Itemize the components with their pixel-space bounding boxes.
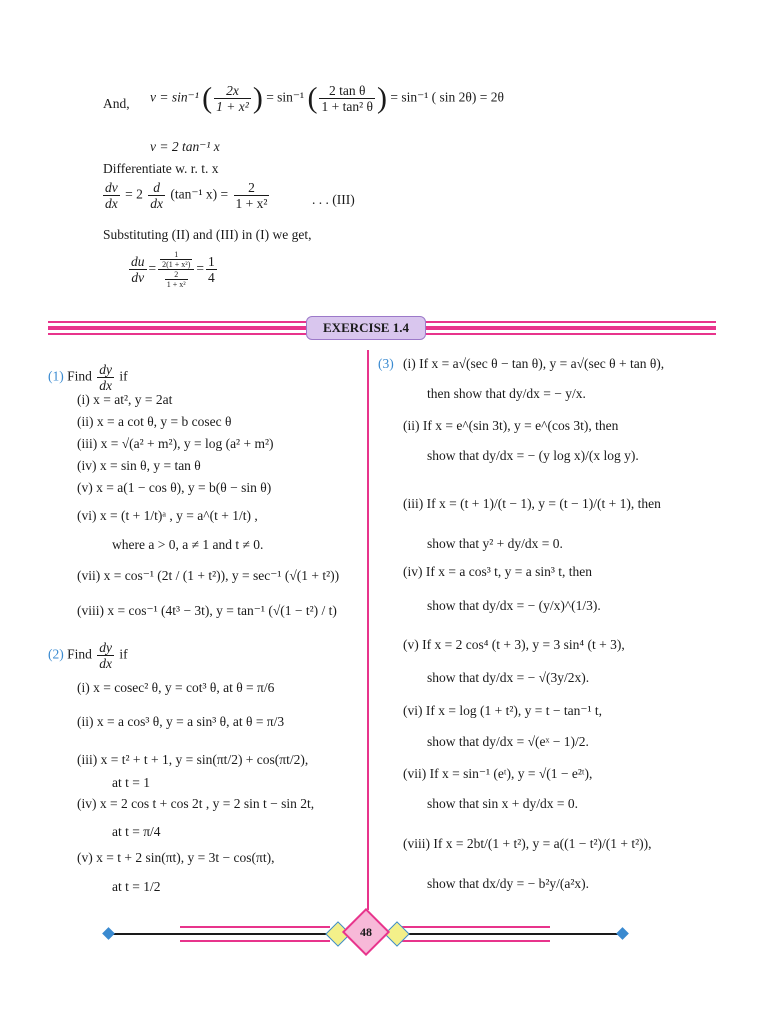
footer-pink-rule-right-top [400,926,550,928]
fraction-num: 1 [208,254,215,269]
q1-item: (v) x = a(1 − cos θ), y = b(θ − sin θ) [77,480,272,495]
fraction [165,270,188,289]
exercise-title: EXERCISE 1.4 [306,316,426,340]
diamond-icon [102,927,115,940]
fraction-den: 2(1 + x²) [162,260,191,269]
q1-item: (vii) x = cos⁻¹ (2t / (1 + t²)), y = sec⁻¹ (√(1 + t²)) [77,568,340,583]
footer-pink-rule-left-top [180,926,330,928]
q1-item: (i) x = at², y = 2at [77,392,173,407]
q3-item: (iv) If x = a cos³ t, y = a sin³ t, then [403,564,593,579]
fraction-num: 2x [226,83,239,98]
q1-item: (vi) x = (t + 1/t)ᵃ , y = a^(t + 1/t) , [77,508,258,523]
q2-item: (ii) x = a cos³ θ, y = a sin³ θ, at θ = π/3 [77,714,285,729]
substituting-label: Substituting (II) and (III) in (I) we get, [103,227,312,242]
fraction [148,180,165,211]
diamond-icon [616,927,629,940]
fraction-num: dy [99,362,113,377]
compound-num [158,250,194,269]
q1-find: Find [67,368,92,384]
q3-item: (viii) If x = 2bt/(1 + t²), y = a((1 − t²)/(1 + t²)), [403,836,652,851]
q2-item: at t = 1 [112,775,150,790]
fraction-num: 1 [174,250,179,259]
q3-item: show that dy/dx = − √(3y/2x). [427,670,590,685]
q3-number: (3) [378,356,394,371]
fraction-num: dv [105,180,118,195]
header-rule-left-mid [48,326,306,330]
fraction-num: 2 tan θ [329,83,366,98]
fraction [103,180,120,211]
header-rule-left-bot [48,333,306,335]
compound-fraction [158,250,194,289]
fraction [97,640,114,671]
q2-item: (iii) x = t² + t + 1, y = sin(πt/2) + cos(πt/2), [77,752,309,767]
q3-item: show that dy/dx = − (y/x)^(1/3). [427,598,601,613]
q3-item: (v) If x = 2 cos⁴ (t + 3), y = 3 sin⁴ (t + 3), [403,637,625,652]
q2-item: at t = π/4 [112,824,161,839]
paren-right: ) [252,81,263,115]
equation-text: = 2 [125,186,143,202]
fraction-den: 1 + x² [216,99,249,114]
fraction-num: d [153,180,160,195]
q3-item: (vii) If x = sin⁻¹ (eᵗ), y = √(1 − e²ᵗ), [403,766,593,781]
header-rule-right-mid [426,326,716,330]
equation-dvdx [101,180,271,211]
fraction-den: 1 + x² [235,196,268,211]
q2-item: (i) x = cosec² θ, y = cot³ θ, at θ = π/6 [77,680,275,695]
equation-v-line2: v = 2 tan⁻¹ x [150,139,220,154]
q2-item: (iv) x = 2 cos t + cos 2t , y = 2 sin t − sin 2t, [77,796,315,811]
q3-item: (i) If x = a√(sec θ − tan θ), y = a√(sec θ + tan θ), [403,356,665,371]
column-divider [367,350,369,910]
q3-item: show that y² + dy/dx = 0. [427,536,563,551]
equation-text: (tan⁻¹ x) = [170,186,229,202]
paren-left: ( [202,81,213,115]
q1-heading [48,362,128,393]
fraction [214,83,251,114]
q3-item: show that sin x + dy/dx = 0. [427,796,578,811]
equation-text: = sin⁻¹ ( sin 2θ) = 2θ [390,89,504,105]
q3-item: (vi) If x = log (1 + t²), y = t − tan⁻¹ t, [403,703,603,718]
q3-item: (ii) If x = e^(sin 3t), y = e^(cos 3t), then [403,418,619,433]
differentiate-label: Differentiate w. r. t. x [103,161,219,176]
q1-item: (iii) x = √(a² + m²), y = log (a² + m²) [77,436,274,451]
equation-text: = sin⁻¹ [266,89,305,105]
fraction-den: dx [99,656,113,671]
fraction-den: 1 + tan² θ [321,99,373,114]
fraction-num: 2 [174,270,179,279]
fraction [97,362,114,393]
equation-v-line1 [150,83,504,114]
fraction-den: 4 [208,270,215,285]
and-label: And, [103,96,130,111]
fraction-den: dv [129,269,147,285]
q3-item: then show that dy/dx = − y/x. [427,386,586,401]
fraction [234,180,270,211]
header-rule-right-top [426,321,716,323]
q2-item: (v) x = t + 2 sin(πt), y = 3t − cos(πt), [77,850,275,865]
fraction-num: du [131,254,145,269]
q2-if: if [119,646,128,662]
q3-item: show that dy/dx = √(eˣ − 1)/2. [427,734,589,749]
fraction [206,254,217,285]
q2-find: Find [67,646,92,662]
q1-item: where a > 0, a ≠ 1 and t ≠ 0. [112,537,264,552]
footer-pink-rule-right-bot [400,940,550,942]
q2-heading [48,640,128,671]
page-number: 48 [360,925,372,939]
equation-tag: . . . (III) [312,192,355,207]
fraction [160,250,192,269]
q1-item: (iv) x = sin θ, y = tan θ [77,458,201,473]
q1-if: if [119,368,128,384]
footer-pink-rule-left-bot [180,940,330,942]
fraction [319,83,375,114]
q1-item: (ii) x = a cot θ, y = b cosec θ [77,414,232,429]
paren-right: ) [376,81,387,115]
fraction [129,254,147,285]
fraction-num: 2 [248,180,255,195]
q3-item: (iii) If x = (t + 1)/(t − 1), y = (t − 1)/(t + 1), then [403,496,661,511]
compound-den [158,269,194,289]
footer-rule-left [110,933,330,935]
q1-item: (viii) x = cos⁻¹ (4t³ − 3t), y = tan⁻¹ (√(1 − t²) / t) [77,603,337,618]
equation-dudv: $\frac{du}{dv}$ = $\frac{\frac{1}{\text{2(1 + x²)}}}{\frac{2}{\text{1 + x²}}}$ = $\frac{1}{4}$ [131,250,215,289]
q2-item: at t = 1/2 [112,879,161,894]
paren-left: ( [307,81,318,115]
footer-rule-right [400,933,620,935]
header-rule-left-top [48,321,306,323]
fraction-num: dy [99,640,113,655]
q3-item: show that dx/dy = − b²y/(a²x). [427,876,590,891]
fraction-den: dx [105,196,118,211]
fraction-den: 1 + x² [166,280,186,289]
fraction-den: dx [99,378,113,393]
header-rule-right-bot [426,333,716,335]
q1-number: (1) [48,368,64,384]
fraction-den: dx [150,196,163,211]
q2-number: (2) [48,646,64,662]
q3-item: show that dy/dx = − (y log x)/(x log y). [427,448,639,463]
equation-text: v = sin⁻¹ [150,89,199,105]
